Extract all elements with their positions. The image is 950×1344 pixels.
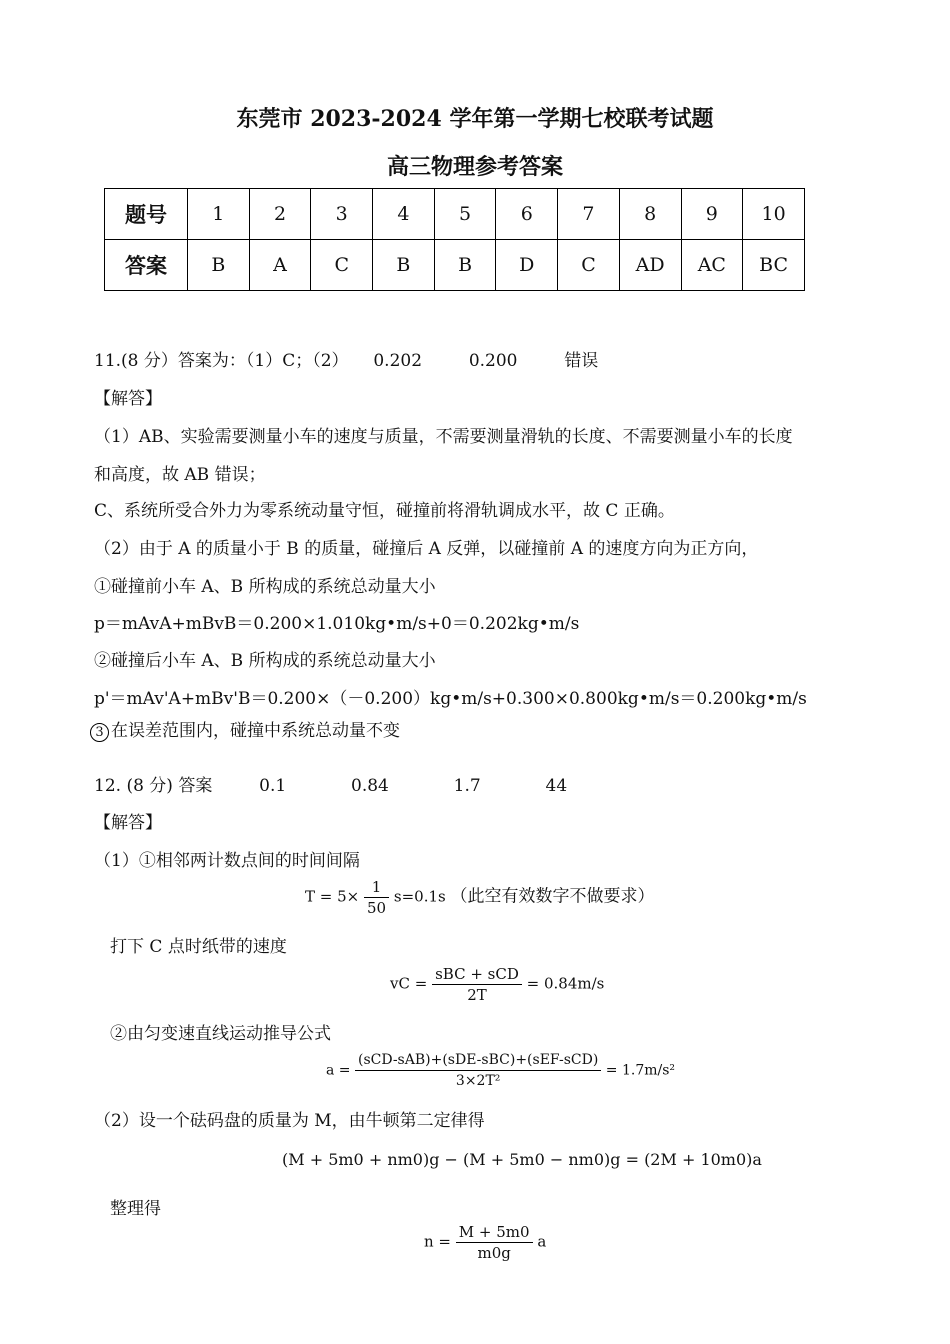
- q12-paragraph: 打下 C 点时纸带的速度: [110, 937, 287, 957]
- table-cell: D: [496, 240, 558, 291]
- q11-value-3: 错误: [564, 351, 599, 371]
- table-cell: AD: [619, 240, 681, 291]
- table-cell: C: [311, 240, 373, 291]
- equation-acceleration: [326, 1050, 675, 1091]
- fraction-numerator: (sCD-sAB)+(sDE-sBC)+(sEF-sCD): [355, 1050, 601, 1071]
- table-row-answers: [105, 240, 805, 291]
- answer-table: [104, 188, 805, 291]
- q11-solution-label: 【解答】: [94, 389, 162, 409]
- table-cell: 6: [496, 189, 558, 240]
- eq-left: a =: [326, 1062, 351, 1079]
- exam-title: 东莞市 2023-2024 学年第一学期七校联考试题: [236, 106, 714, 132]
- q11-paragraph: （1）AB、实验需要测量小车的速度与质量，不需要测量滑轨的长度、不需要测量小车的长度: [94, 427, 793, 447]
- fraction: [432, 964, 522, 1005]
- table-cell: BC: [743, 240, 805, 291]
- q11-paragraph: （2）由于 A 的质量小于 B 的质量，碰撞后 A 反弹，以碰撞前 A 的速度方向为正方向，: [94, 539, 759, 559]
- q11-header: [94, 346, 598, 371]
- eq-left: vC =: [390, 974, 428, 993]
- equation-velocity: [390, 964, 604, 1005]
- q11-header-prefix: 11.(8 分）答案为：（1）C；（2）: [94, 351, 349, 371]
- q11-paragraph: ②碰撞后小车 A、B 所构成的系统总动量大小: [94, 651, 436, 671]
- fraction: [355, 1050, 601, 1091]
- equation-newton: (M + 5m0 + nm0)g − (M + 5m0 − nm0)g = (2M + 10m0)a: [282, 1150, 762, 1169]
- q11-paragraph: C、系统所受合外力为零系统动量守恒，碰撞前将滑轨调成水平，故 C 正确。: [94, 501, 675, 521]
- eq-right: = 1.7m/s²: [605, 1062, 676, 1079]
- q11-paragraph: ①碰撞前小车 A、B 所构成的系统总动量大小: [94, 577, 436, 597]
- q11-conclusion: [90, 716, 400, 742]
- fraction: [456, 1222, 533, 1263]
- fraction-numerator: sBC + sCD: [432, 964, 522, 985]
- table-row-numbers: [105, 189, 805, 240]
- fraction: [364, 877, 389, 918]
- table-cell: 8: [619, 189, 681, 240]
- eq-left: n =: [424, 1232, 451, 1251]
- eq-right: a: [537, 1232, 547, 1251]
- table-cell: 1: [188, 189, 250, 240]
- table-cell: B: [373, 240, 435, 291]
- eq-left: T = 5×: [305, 887, 360, 906]
- answer-subtitle: 高三物理参考答案: [386, 154, 563, 180]
- table-cell: 4: [373, 189, 435, 240]
- table-cell: AC: [681, 240, 743, 291]
- table-cell: 7: [558, 189, 620, 240]
- q12-paragraph: （2）设一个砝码盘的质量为 M，由牛顿第二定律得: [94, 1111, 485, 1131]
- fraction-denominator: 3×2T²: [455, 1073, 501, 1089]
- equation-period: [305, 877, 655, 918]
- q12-value-3: 1.7: [453, 776, 481, 796]
- q12-header-prefix: 12. (8 分) 答案: [94, 776, 213, 796]
- table-cell: 3: [311, 189, 373, 240]
- q12-paragraph: （1）①相邻两计数点间的时间间隔: [94, 851, 360, 871]
- q12-header: [94, 771, 567, 796]
- equation-n: [424, 1222, 546, 1263]
- table-cell: 5: [434, 189, 496, 240]
- table-cell: B: [434, 240, 496, 291]
- fraction-denominator: m0g: [477, 1244, 511, 1262]
- row-label-answer: 答案: [105, 240, 188, 291]
- eq-right: s=0.1s: [393, 887, 446, 906]
- fraction-numerator: M + 5m0: [456, 1222, 533, 1243]
- q11-paragraph: 和高度，故 AB 错误；: [94, 465, 266, 485]
- fraction-denominator: 50: [367, 899, 387, 917]
- eq-note: （此空有效数字不做要求）: [450, 886, 655, 907]
- q11-value-1: 0.202: [373, 351, 423, 371]
- table-cell: A: [249, 240, 311, 291]
- table-cell: 2: [249, 189, 311, 240]
- table-cell: B: [188, 240, 250, 291]
- eq-right: = 0.84m/s: [526, 974, 605, 993]
- circled-number: 3: [90, 723, 109, 742]
- fraction-numerator: 1: [364, 877, 389, 898]
- q12-solution-label: 【解答】: [94, 813, 162, 833]
- table-cell: 9: [681, 189, 743, 240]
- q12-paragraph: 整理得: [110, 1199, 161, 1219]
- table-cell: C: [558, 240, 620, 291]
- q12-value-2: 0.84: [351, 776, 389, 796]
- row-label-number: 题号: [105, 189, 188, 240]
- fraction-denominator: 2T: [467, 986, 487, 1004]
- q12-paragraph: ②由匀变速直线运动推导公式: [110, 1024, 331, 1044]
- q11-momentum-after: p'＝mAv'A+mBv'B＝0.200×（－0.200）kg•m/s+0.300×0.800kg•m/s＝0.200kg•m/s: [94, 689, 807, 709]
- q12-value-1: 0.1: [259, 776, 287, 796]
- q12-value-4: 44: [545, 776, 568, 796]
- q11-value-2: 0.200: [468, 351, 518, 371]
- table-cell: 10: [743, 189, 805, 240]
- q11-conclusion-text: 在误差范围内，碰撞中系统总动量不变: [111, 721, 400, 741]
- q11-momentum-before: p＝mAvA+mBvB＝0.200×1.010kg•m/s+0＝0.202kg•m/s: [94, 614, 580, 634]
